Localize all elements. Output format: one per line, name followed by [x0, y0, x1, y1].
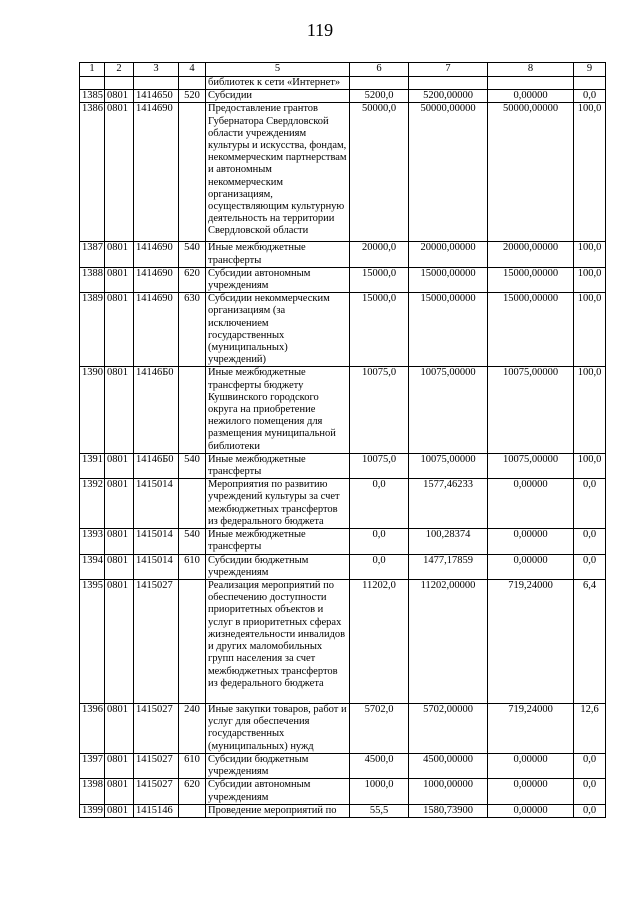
table-row — [80, 293, 606, 367]
expense-type-cell: 610 — [179, 554, 206, 579]
description-cell: Иные межбюджетные трансферты — [206, 453, 350, 478]
expense-type-cell — [179, 479, 206, 529]
description-cell: библиотек к сети «Интернет» — [206, 77, 350, 90]
adjusted-amount-cell: 5200,00000 — [409, 90, 488, 103]
target-code-cell: 1415014 — [134, 529, 179, 554]
row-number-cell: 1385 — [80, 90, 105, 103]
section-code-cell: 0801 — [105, 242, 134, 267]
executed-amount-cell: 0,00000 — [488, 754, 574, 779]
column-header: 9 — [574, 63, 606, 77]
table-row — [80, 77, 606, 90]
target-code-cell: 1414690 — [134, 293, 179, 367]
adjusted-amount-cell: 100,28374 — [409, 529, 488, 554]
column-header: 6 — [350, 63, 409, 77]
target-code-cell: 1415027 — [134, 580, 179, 704]
planned-amount-cell: 55,5 — [350, 804, 409, 817]
table-row — [80, 453, 606, 478]
description-cell: Предоставление грантов Губернатора Свердловской области учреждениям культуры и искусства, фондам, некоммерческим партнерствам и автономным некоммерческим организациям, осуществляющим культурную деятельность на территории Свердловской области — [206, 103, 350, 242]
row-number-cell: 1391 — [80, 453, 105, 478]
adjusted-amount-cell: 20000,00000 — [409, 242, 488, 267]
section-code-cell: 0801 — [105, 367, 134, 453]
expense-type-cell — [179, 367, 206, 453]
table-row — [80, 242, 606, 267]
row-number-cell: 1393 — [80, 529, 105, 554]
executed-amount-cell: 15000,00000 — [488, 267, 574, 292]
description-cell: Субсидии некоммерческим организациям (за исключением государственных (муниципальных) учреждений) — [206, 293, 350, 367]
planned-amount-cell: 15000,0 — [350, 293, 409, 367]
description-cell: Иные межбюджетные трансферты бюджету Кушвинского городского округа на приобретение нежилого помещения для размещения муниципальной библиотеки — [206, 367, 350, 453]
expense-type-cell — [179, 580, 206, 704]
executed-amount-cell: 50000,00000 — [488, 103, 574, 242]
section-code-cell: 0801 — [105, 293, 134, 367]
row-number-cell: 1398 — [80, 779, 105, 804]
adjusted-amount-cell: 1000,00000 — [409, 779, 488, 804]
section-code-cell: 0801 — [105, 479, 134, 529]
adjusted-amount-cell: 5702,00000 — [409, 704, 488, 754]
section-code-cell: 0801 — [105, 90, 134, 103]
column-header: 2 — [105, 63, 134, 77]
target-code-cell: 14146Б0 — [134, 367, 179, 453]
section-code-cell — [105, 77, 134, 90]
expense-type-cell — [179, 77, 206, 90]
page-number: 119 — [306, 20, 334, 40]
planned-amount-cell: 1000,0 — [350, 779, 409, 804]
expense-type-cell: 540 — [179, 529, 206, 554]
adjusted-amount-cell: 1477,17859 — [409, 554, 488, 579]
row-number-cell: 1396 — [80, 704, 105, 754]
execution-percent-cell: 0,0 — [574, 754, 606, 779]
expense-type-cell: 620 — [179, 267, 206, 292]
expense-type-cell: 620 — [179, 779, 206, 804]
table-row — [80, 580, 606, 704]
execution-percent-cell: 0,0 — [574, 554, 606, 579]
description-cell: Субсидии бюджетным учреждениям — [206, 754, 350, 779]
table-row — [80, 779, 606, 804]
table-row — [80, 554, 606, 579]
column-header: 4 — [179, 63, 206, 77]
adjusted-amount-cell: 15000,00000 — [409, 267, 488, 292]
executed-amount-cell: 0,00000 — [488, 804, 574, 817]
section-code-cell: 0801 — [105, 580, 134, 704]
execution-percent-cell: 100,0 — [574, 453, 606, 478]
executed-amount-cell: 0,00000 — [488, 479, 574, 529]
target-code-cell: 1415027 — [134, 779, 179, 804]
section-code-cell: 0801 — [105, 754, 134, 779]
adjusted-amount-cell: 50000,00000 — [409, 103, 488, 242]
header-row — [80, 63, 606, 77]
planned-amount-cell: 4500,0 — [350, 754, 409, 779]
expense-type-cell: 520 — [179, 90, 206, 103]
table-row — [80, 704, 606, 754]
budget-table — [79, 62, 606, 818]
table-row — [80, 479, 606, 529]
execution-percent-cell: 100,0 — [574, 267, 606, 292]
execution-percent-cell: 6,4 — [574, 580, 606, 704]
planned-amount-cell: 10075,0 — [350, 367, 409, 453]
column-header: 8 — [488, 63, 574, 77]
expense-type-cell: 540 — [179, 242, 206, 267]
expense-type-cell — [179, 804, 206, 817]
table-row — [80, 103, 606, 242]
description-cell: Иные межбюджетные трансферты — [206, 242, 350, 267]
row-number-cell: 1394 — [80, 554, 105, 579]
execution-percent-cell: 12,6 — [574, 704, 606, 754]
description-cell: Субсидии — [206, 90, 350, 103]
description-cell: Субсидии автономным учреждениям — [206, 267, 350, 292]
table-row — [80, 367, 606, 453]
adjusted-amount-cell: 15000,00000 — [409, 293, 488, 367]
adjusted-amount-cell: 1577,46233 — [409, 479, 488, 529]
target-code-cell: 1414650 — [134, 90, 179, 103]
planned-amount-cell: 0,0 — [350, 554, 409, 579]
row-number-cell: 1390 — [80, 367, 105, 453]
target-code-cell: 1415027 — [134, 704, 179, 754]
expense-type-cell: 240 — [179, 704, 206, 754]
expense-type-cell: 610 — [179, 754, 206, 779]
adjusted-amount-cell: 10075,00000 — [409, 453, 488, 478]
description-cell: Субсидии автономным учреждениям — [206, 779, 350, 804]
executed-amount-cell: 15000,00000 — [488, 293, 574, 367]
execution-percent-cell: 0,0 — [574, 479, 606, 529]
column-header: 7 — [409, 63, 488, 77]
execution-percent-cell: 100,0 — [574, 242, 606, 267]
planned-amount-cell: 11202,0 — [350, 580, 409, 704]
execution-percent-cell: 100,0 — [574, 293, 606, 367]
description-cell: Субсидии бюджетным учреждениям — [206, 554, 350, 579]
section-code-cell: 0801 — [105, 529, 134, 554]
section-code-cell: 0801 — [105, 554, 134, 579]
expense-type-cell: 540 — [179, 453, 206, 478]
row-number-cell: 1395 — [80, 580, 105, 704]
row-number-cell: 1392 — [80, 479, 105, 529]
table-row — [80, 267, 606, 292]
target-code-cell — [134, 77, 179, 90]
executed-amount-cell: 0,00000 — [488, 529, 574, 554]
row-number-cell: 1388 — [80, 267, 105, 292]
executed-amount-cell: 0,00000 — [488, 779, 574, 804]
target-code-cell: 1414690 — [134, 242, 179, 267]
executed-amount-cell: 10075,00000 — [488, 367, 574, 453]
adjusted-amount-cell: 10075,00000 — [409, 367, 488, 453]
adjusted-amount-cell — [409, 77, 488, 90]
table-body — [80, 77, 606, 818]
table-row — [80, 90, 606, 103]
description-cell: Иные закупки товаров, работ и услуг для обеспечения государственных (муниципальных) нужд — [206, 704, 350, 754]
table-row — [80, 754, 606, 779]
execution-percent-cell: 0,0 — [574, 529, 606, 554]
section-code-cell: 0801 — [105, 779, 134, 804]
executed-amount-cell: 10075,00000 — [488, 453, 574, 478]
target-code-cell: 1414690 — [134, 267, 179, 292]
adjusted-amount-cell: 1580,73900 — [409, 804, 488, 817]
executed-amount-cell: 719,24000 — [488, 580, 574, 704]
adjusted-amount-cell: 11202,00000 — [409, 580, 488, 704]
row-number-cell: 1399 — [80, 804, 105, 817]
target-code-cell: 1415027 — [134, 754, 179, 779]
target-code-cell: 14146Б0 — [134, 453, 179, 478]
target-code-cell: 1415014 — [134, 554, 179, 579]
section-code-cell: 0801 — [105, 804, 134, 817]
executed-amount-cell: 0,00000 — [488, 90, 574, 103]
row-number-cell: 1389 — [80, 293, 105, 367]
row-number-cell: 1387 — [80, 242, 105, 267]
column-header: 5 — [206, 63, 350, 77]
execution-percent-cell: 100,0 — [574, 103, 606, 242]
target-code-cell: 1415014 — [134, 479, 179, 529]
row-number-cell: 1386 — [80, 103, 105, 242]
section-code-cell: 0801 — [105, 453, 134, 478]
table-row — [80, 804, 606, 817]
planned-amount-cell: 0,0 — [350, 479, 409, 529]
description-cell: Иные межбюджетные трансферты — [206, 529, 350, 554]
section-code-cell: 0801 — [105, 704, 134, 754]
target-code-cell: 1414690 — [134, 103, 179, 242]
executed-amount-cell: 20000,00000 — [488, 242, 574, 267]
row-number-cell: 1397 — [80, 754, 105, 779]
executed-amount-cell — [488, 77, 574, 90]
column-header: 3 — [134, 63, 179, 77]
planned-amount-cell: 5200,0 — [350, 90, 409, 103]
section-code-cell: 0801 — [105, 267, 134, 292]
column-header: 1 — [80, 63, 105, 77]
planned-amount-cell: 0,0 — [350, 529, 409, 554]
planned-amount-cell: 10075,0 — [350, 453, 409, 478]
adjusted-amount-cell: 4500,00000 — [409, 754, 488, 779]
planned-amount-cell — [350, 77, 409, 90]
description-cell: Мероприятия по развитию учреждений культуры за счет межбюджетных трансфертов из федерального бюджета — [206, 479, 350, 529]
executed-amount-cell: 719,24000 — [488, 704, 574, 754]
execution-percent-cell — [574, 77, 606, 90]
execution-percent-cell: 100,0 — [574, 367, 606, 453]
planned-amount-cell: 50000,0 — [350, 103, 409, 242]
execution-percent-cell: 0,0 — [574, 90, 606, 103]
table-row — [80, 529, 606, 554]
executed-amount-cell: 0,00000 — [488, 554, 574, 579]
expense-type-cell — [179, 103, 206, 242]
planned-amount-cell: 15000,0 — [350, 267, 409, 292]
row-number-cell — [80, 77, 105, 90]
execution-percent-cell: 0,0 — [574, 779, 606, 804]
target-code-cell: 1415146 — [134, 804, 179, 817]
description-cell: Реализация мероприятий по обеспечению доступности приоритетных объектов и услуг в приоритетных сферах жизнедеятельности инвалидов и других маломобильных групп населения за счет межбюджетных трансфертов из федерального бюджета — [206, 580, 350, 704]
expense-type-cell: 630 — [179, 293, 206, 367]
section-code-cell: 0801 — [105, 103, 134, 242]
description-cell: Проведение мероприятий по — [206, 804, 350, 817]
execution-percent-cell: 0,0 — [574, 804, 606, 817]
planned-amount-cell: 20000,0 — [350, 242, 409, 267]
planned-amount-cell: 5702,0 — [350, 704, 409, 754]
